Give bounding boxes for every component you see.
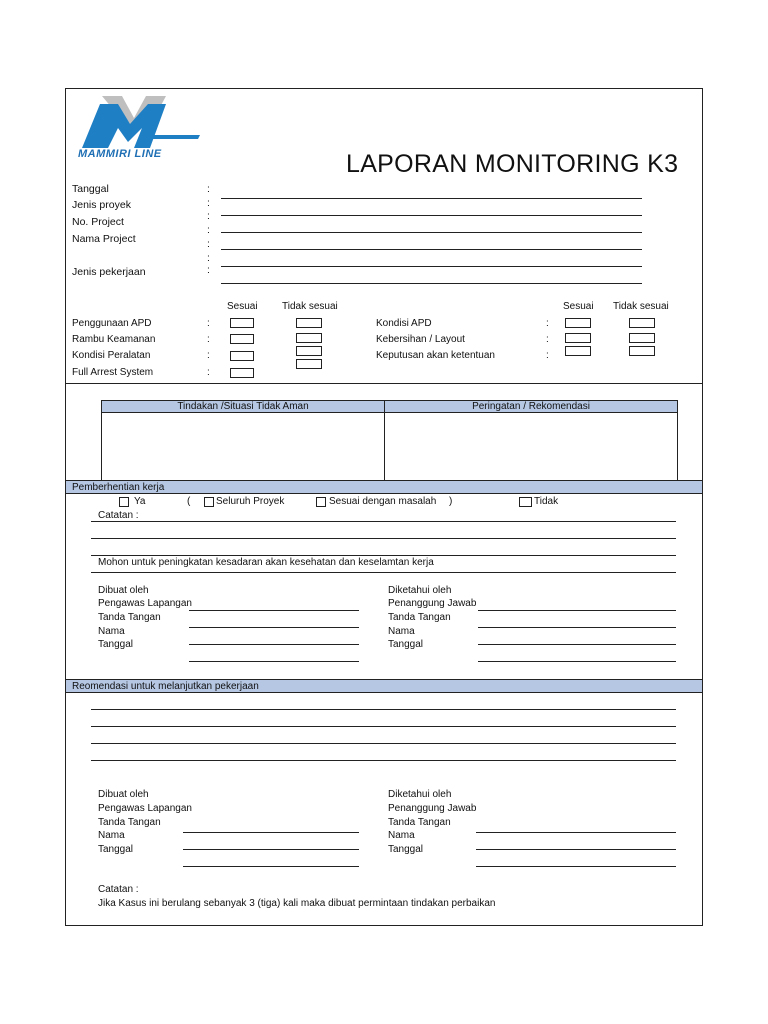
logo-text: MAMMIRI LINE: [78, 148, 162, 160]
colon: :: [546, 350, 549, 361]
reco-line[interactable]: [91, 726, 676, 727]
section-divider: [65, 383, 703, 384]
col-sesuai-right: Sesuai: [563, 301, 594, 312]
field-label-tanggal: Tanggal: [72, 183, 109, 195]
checkbox-tidak-sesuai[interactable]: [296, 318, 322, 328]
sign2-dibuat: Dibuat oleh: [98, 789, 149, 800]
catatan-label: Catatan :: [98, 510, 139, 521]
sign-line[interactable]: [476, 832, 676, 833]
sign1-pengawas: Pengawas Lapangan: [98, 598, 192, 609]
checkbox-tidak-sesuai[interactable]: [629, 333, 655, 343]
sign2-nama: Nama: [98, 830, 125, 841]
catatan-line[interactable]: [91, 555, 676, 556]
sign-line[interactable]: [189, 627, 359, 628]
sign2-tanda-tangan-right: Tanda Tangan: [388, 817, 451, 828]
checkbox-tidak-sesuai[interactable]: [629, 346, 655, 356]
sign2-nama-right: Nama: [388, 830, 415, 841]
sign2-tanggal-right: Tanggal: [388, 844, 424, 855]
checkbox-tidak-sesuai[interactable]: [296, 346, 322, 356]
footer-catatan: Catatan :: [98, 884, 139, 895]
col-tidak-left: Tidak sesuai: [282, 301, 338, 312]
option-tidak: Tidak: [534, 496, 559, 507]
sign1-tanda-tangan-right: Tanda Tangan: [388, 612, 451, 623]
colon: :: [207, 350, 210, 361]
company-logo: [72, 90, 207, 162]
checkbox-sesuai[interactable]: [230, 368, 254, 378]
table-header-tindakan: Tindakan /Situasi Tidak Aman: [101, 400, 385, 413]
check-label-full-arrest: Full Arrest System: [72, 367, 154, 378]
sign-line[interactable]: [478, 644, 676, 645]
field-label-nama-project: Nama Project: [72, 233, 136, 245]
sign1-diketahui: Diketahui oleh: [388, 585, 452, 596]
checkbox-sesuai[interactable]: [565, 333, 591, 343]
option-sesuai-masalah: Sesuai dengan masalah: [329, 496, 437, 507]
colon: :: [207, 197, 210, 209]
table-cell-peringatan[interactable]: [384, 412, 678, 481]
sign1-nama-right: Nama: [388, 626, 415, 637]
checkbox-sesuai[interactable]: [565, 318, 591, 328]
reco-line[interactable]: [91, 709, 676, 710]
field-line-nama-project[interactable]: [221, 249, 642, 250]
sign-line[interactable]: [478, 610, 676, 611]
colon: :: [207, 238, 210, 250]
checkbox-sesuai[interactable]: [565, 346, 591, 356]
page-title: LAPORAN MONITORING K3: [346, 150, 679, 178]
colon: :: [207, 318, 210, 329]
sign-line[interactable]: [476, 866, 676, 867]
checkbox-tidak-sesuai[interactable]: [296, 333, 322, 343]
close-paren: ): [449, 496, 453, 507]
catatan-line[interactable]: [91, 538, 676, 539]
catatan-line[interactable]: [91, 521, 676, 522]
colon: :: [207, 264, 210, 276]
sign-line[interactable]: [183, 849, 359, 850]
sign2-tanggal: Tanggal: [98, 844, 134, 855]
colon: :: [546, 334, 549, 345]
checkbox-sesuai[interactable]: [230, 318, 254, 328]
checkbox-sesuai-masalah[interactable]: [316, 497, 326, 507]
sign2-pengawas: Pengawas Lapangan: [98, 803, 192, 814]
checkbox-tidak-sesuai[interactable]: [629, 318, 655, 328]
checkbox-tidak-sesuai[interactable]: [296, 359, 322, 369]
colon: :: [546, 318, 549, 329]
field-line-jenis-pekerjaan[interactable]: [221, 283, 642, 284]
sign2-penanggung: Penanggung Jawab: [388, 803, 477, 814]
sign1-tanggal-right: Tanggal: [388, 639, 424, 650]
checkbox-sesuai[interactable]: [230, 334, 254, 344]
col-sesuai-left: Sesuai: [227, 301, 258, 312]
colon: :: [207, 224, 210, 236]
sign-line[interactable]: [189, 661, 359, 662]
field-line-extra[interactable]: [221, 266, 642, 267]
checkbox-seluruh-proyek[interactable]: [204, 497, 214, 507]
band-title: Pemberhentian kerja: [72, 482, 165, 493]
sign2-tanda-tangan: Tanda Tangan: [98, 817, 161, 828]
mohon-text: Mohon untuk peningkatan kesadaran akan kesehatan dan keselamtan kerja: [98, 557, 434, 568]
colon: :: [207, 367, 210, 378]
checkbox-tidak[interactable]: [519, 497, 532, 507]
col-tidak-right: Tidak sesuai: [613, 301, 669, 312]
field-label-no-project: No. Project: [72, 216, 124, 228]
check-label-kebersihan: Kebersihan / Layout: [376, 334, 465, 345]
table-cell-tindakan[interactable]: [101, 412, 385, 481]
table-header-peringatan: Peringatan / Rekomendasi: [384, 400, 678, 413]
check-label-keputusan: Keputusan akan ketentuan: [376, 350, 495, 361]
catatan-line[interactable]: [91, 572, 676, 573]
check-label-kondisi-apd: Kondisi APD: [376, 318, 432, 329]
option-seluruh-proyek: Seluruh Proyek: [216, 496, 285, 507]
section-band-rekomendasi: [66, 679, 702, 693]
section-band-pemberhentian: [66, 480, 702, 494]
colon: :: [207, 252, 210, 264]
sign1-dibuat: Dibuat oleh: [98, 585, 149, 596]
reco-line[interactable]: [91, 743, 676, 744]
checkbox-ya[interactable]: [119, 497, 129, 507]
sign-line[interactable]: [476, 849, 676, 850]
sign-line[interactable]: [478, 627, 676, 628]
sign1-tanda-tangan: Tanda Tangan: [98, 612, 161, 623]
field-label-jenis-pekerjaan: Jenis pekerjaan: [72, 266, 146, 278]
sign-line[interactable]: [183, 832, 359, 833]
footer-note: Jika Kasus ini berulang sebanyak 3 (tiga) kali maka dibuat permintaan tindakan perbaikan: [98, 898, 496, 909]
check-label-kondisi-peralatan: Kondisi Peralatan: [72, 350, 151, 361]
sign-line[interactable]: [478, 661, 676, 662]
check-label-rambu-keamanan: Rambu Keamanan: [72, 334, 156, 345]
colon: :: [207, 210, 210, 222]
colon: :: [207, 183, 210, 195]
colon: :: [207, 334, 210, 345]
sign-line[interactable]: [189, 644, 359, 645]
check-label-penggunaan-apd: Penggunaan APD: [72, 318, 152, 329]
reco-line[interactable]: [91, 760, 676, 761]
sign1-tanggal: Tanggal: [98, 639, 134, 650]
field-line-jenis-proyek[interactable]: [221, 215, 642, 216]
sign1-penanggung: Penanggung Jawab: [388, 598, 477, 609]
open-paren: (: [187, 496, 191, 507]
sign-line[interactable]: [189, 610, 359, 611]
checkbox-sesuai[interactable]: [230, 351, 254, 361]
field-line-tanggal[interactable]: [221, 198, 642, 199]
option-ya: Ya: [134, 496, 146, 507]
field-line-no-project[interactable]: [221, 232, 642, 233]
field-label-jenis-proyek: Jenis proyek: [72, 199, 131, 211]
sign1-nama: Nama: [98, 626, 125, 637]
sign-line[interactable]: [183, 866, 359, 867]
sign2-diketahui: Diketahui oleh: [388, 789, 452, 800]
band-title: Reomendasi untuk melanjutkan pekerjaan: [72, 681, 259, 692]
